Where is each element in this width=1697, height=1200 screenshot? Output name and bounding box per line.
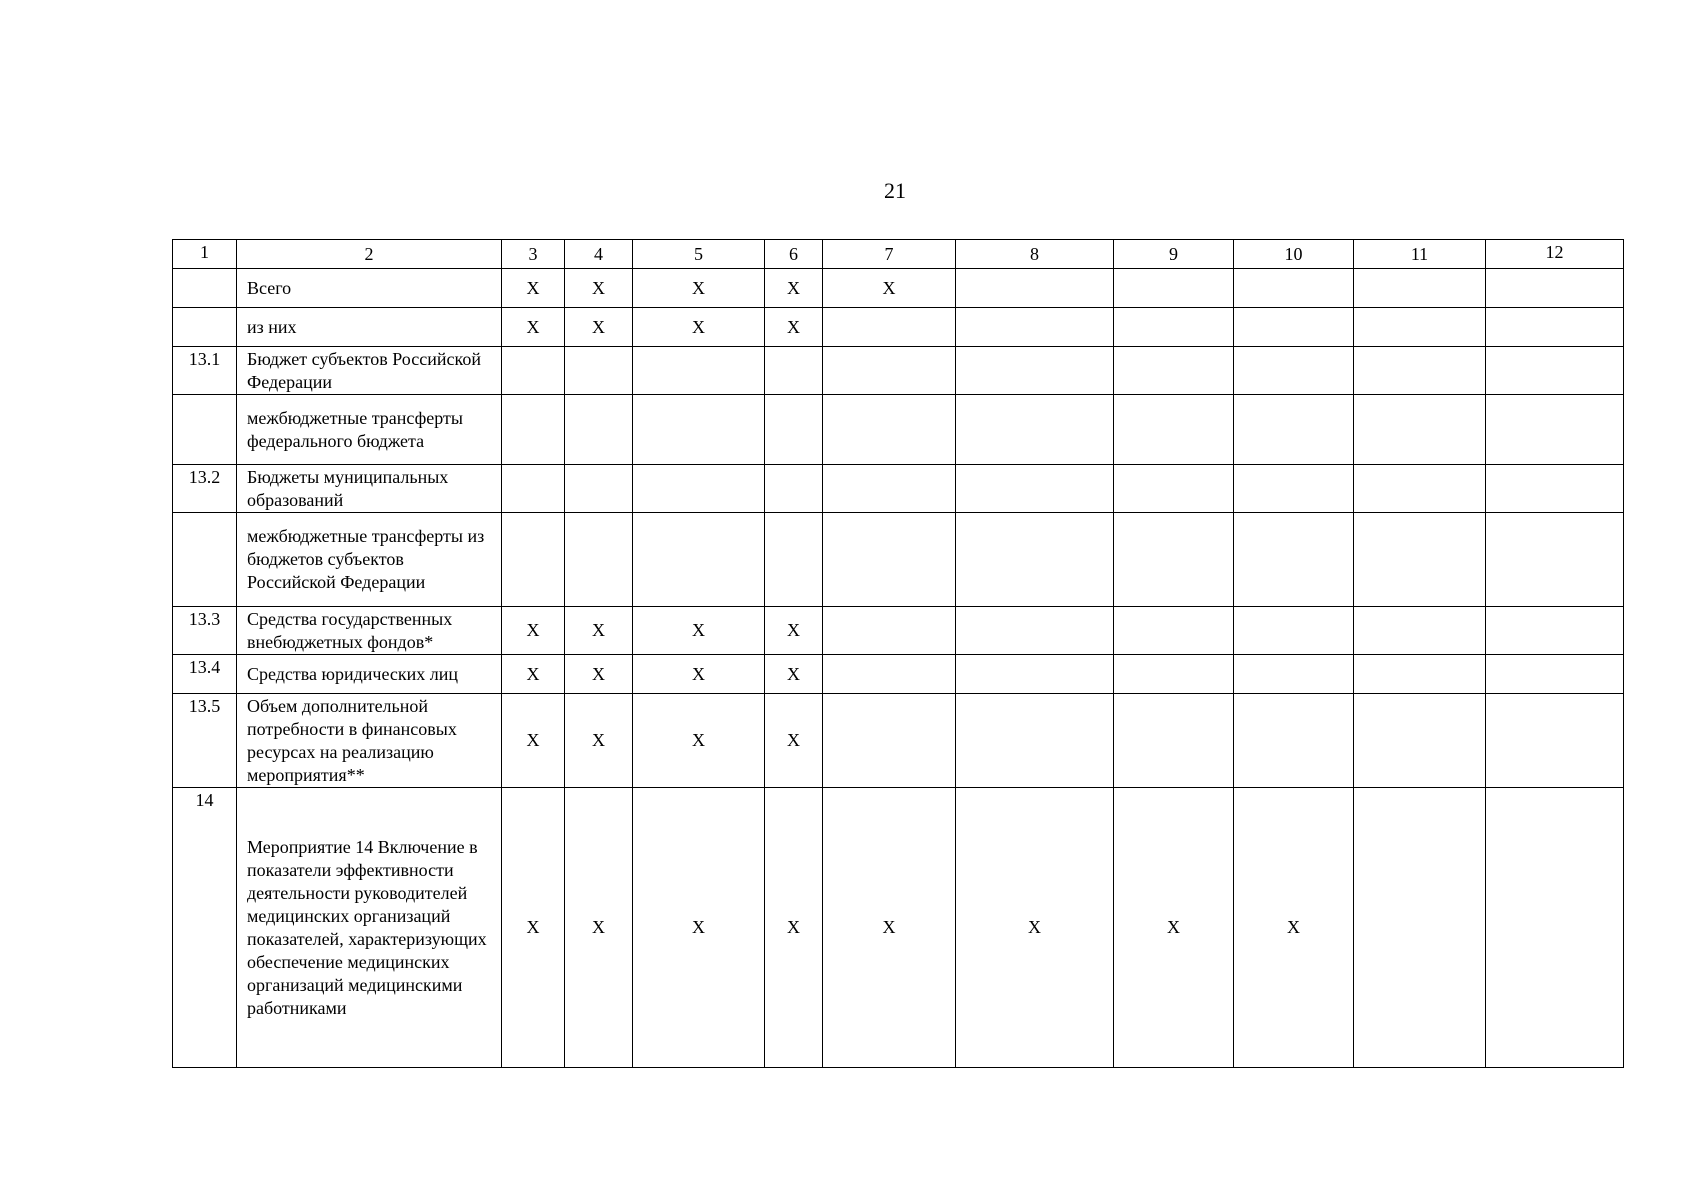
row-number bbox=[173, 308, 237, 347]
table-cell bbox=[1354, 607, 1486, 655]
table-cell bbox=[1234, 655, 1354, 694]
header-cell: 11 bbox=[1354, 240, 1486, 269]
table-cell bbox=[765, 395, 823, 465]
table-cell: X bbox=[565, 308, 633, 347]
table-header-row bbox=[173, 240, 1624, 269]
table-cell bbox=[956, 694, 1114, 788]
table-cell bbox=[565, 395, 633, 465]
table-cell bbox=[1234, 269, 1354, 308]
table-cell bbox=[956, 308, 1114, 347]
table-cell bbox=[502, 465, 565, 513]
table-cell bbox=[823, 607, 956, 655]
row-number bbox=[173, 513, 237, 607]
table-cell: X bbox=[1114, 788, 1234, 1068]
table-cell: X bbox=[633, 655, 765, 694]
row-name: Средства государственных внебюджетных фондов* bbox=[237, 607, 502, 655]
table-cell: X bbox=[823, 269, 956, 308]
header-cell: 10 bbox=[1234, 240, 1354, 269]
table-cell: X bbox=[502, 655, 565, 694]
table-cell bbox=[1354, 513, 1486, 607]
table-row bbox=[173, 308, 1624, 347]
table-cell: X bbox=[502, 607, 565, 655]
table-cell bbox=[1354, 347, 1486, 395]
table-cell: X bbox=[633, 308, 765, 347]
header-cell: 6 bbox=[765, 240, 823, 269]
table-cell bbox=[1354, 395, 1486, 465]
row-number: 13.1 bbox=[173, 347, 237, 395]
table-cell bbox=[1234, 308, 1354, 347]
table-cell bbox=[1486, 513, 1624, 607]
table-cell: X bbox=[565, 607, 633, 655]
table-cell bbox=[502, 513, 565, 607]
table-cell: X bbox=[765, 694, 823, 788]
row-number bbox=[173, 395, 237, 465]
table-cell bbox=[1234, 607, 1354, 655]
table-cell bbox=[1114, 308, 1234, 347]
table-cell bbox=[1486, 347, 1624, 395]
table-cell bbox=[1234, 465, 1354, 513]
table-cell bbox=[1486, 269, 1624, 308]
table-cell: X bbox=[633, 694, 765, 788]
row-name: Бюджеты муниципальных образований bbox=[237, 465, 502, 513]
table-cell bbox=[565, 465, 633, 513]
table-cell: X bbox=[765, 607, 823, 655]
table-cell bbox=[823, 655, 956, 694]
table-cell bbox=[502, 347, 565, 395]
table-row bbox=[173, 607, 1624, 655]
table-cell bbox=[765, 465, 823, 513]
table-cell bbox=[1114, 607, 1234, 655]
table-row bbox=[173, 465, 1624, 513]
table-cell: X bbox=[502, 694, 565, 788]
table-cell bbox=[956, 465, 1114, 513]
row-name: межбюджетные трансферты федерального бюджета bbox=[237, 395, 502, 465]
table-cell: X bbox=[1234, 788, 1354, 1068]
table-cell: X bbox=[633, 788, 765, 1068]
table-cell: X bbox=[502, 269, 565, 308]
table-cell bbox=[765, 513, 823, 607]
table-cell bbox=[1354, 465, 1486, 513]
table-cell bbox=[956, 607, 1114, 655]
table-cell bbox=[1114, 465, 1234, 513]
row-name: из них bbox=[237, 308, 502, 347]
row-name: Бюджет субъектов Российской Федерации bbox=[237, 347, 502, 395]
table-cell bbox=[1486, 788, 1624, 1068]
table-cell bbox=[823, 465, 956, 513]
table-cell bbox=[1486, 655, 1624, 694]
table-cell: X bbox=[956, 788, 1114, 1068]
table-cell bbox=[823, 308, 956, 347]
table-cell bbox=[956, 655, 1114, 694]
table-row bbox=[173, 513, 1624, 607]
row-name: межбюджетные трансферты из бюджетов субъектов Российской Федерации bbox=[237, 513, 502, 607]
table-cell bbox=[502, 395, 565, 465]
header-cell: 5 bbox=[633, 240, 765, 269]
table-cell bbox=[1354, 308, 1486, 347]
row-number: 14 bbox=[173, 788, 237, 1068]
table-cell bbox=[823, 395, 956, 465]
table-cell bbox=[1114, 694, 1234, 788]
table-cell bbox=[823, 513, 956, 607]
table-cell bbox=[1486, 465, 1624, 513]
table-row bbox=[173, 395, 1624, 465]
header-cell: 3 bbox=[502, 240, 565, 269]
header-cell: 9 bbox=[1114, 240, 1234, 269]
row-number: 13.2 bbox=[173, 465, 237, 513]
header-cell: 1 bbox=[173, 240, 237, 269]
header-cell: 8 bbox=[956, 240, 1114, 269]
table-cell bbox=[1234, 395, 1354, 465]
row-name: Всего bbox=[237, 269, 502, 308]
table-cell: X bbox=[633, 607, 765, 655]
table-cell bbox=[823, 347, 956, 395]
table-cell bbox=[1354, 694, 1486, 788]
table-cell bbox=[956, 395, 1114, 465]
table-cell: X bbox=[765, 269, 823, 308]
row-name: Мероприятие 14 Включение в показатели эффективности деятельности руководителей медицинских организаций показателей, характеризующих обеспечение медицинских организаций медицинскими работниками bbox=[237, 788, 502, 1068]
table-cell: X bbox=[565, 269, 633, 308]
table-cell bbox=[1354, 269, 1486, 308]
table-cell: X bbox=[765, 655, 823, 694]
table-cell: X bbox=[765, 308, 823, 347]
table-row bbox=[173, 788, 1624, 1068]
table-cell bbox=[1486, 308, 1624, 347]
table-cell bbox=[956, 269, 1114, 308]
row-number: 13.4 bbox=[173, 655, 237, 694]
table-cell bbox=[765, 347, 823, 395]
table-cell bbox=[823, 694, 956, 788]
table-cell bbox=[1486, 395, 1624, 465]
table-cell bbox=[1354, 655, 1486, 694]
table-cell: X bbox=[823, 788, 956, 1068]
table-cell bbox=[633, 513, 765, 607]
header-cell: 7 bbox=[823, 240, 956, 269]
row-number: 13.5 bbox=[173, 694, 237, 788]
table-cell bbox=[565, 513, 633, 607]
table-cell: X bbox=[565, 694, 633, 788]
row-number: 13.3 bbox=[173, 607, 237, 655]
table-cell bbox=[633, 395, 765, 465]
row-number bbox=[173, 269, 237, 308]
header-cell: 12 bbox=[1486, 240, 1624, 269]
table-cell bbox=[1354, 788, 1486, 1068]
table-cell: X bbox=[502, 788, 565, 1068]
page-number: 21 bbox=[884, 178, 906, 203]
row-name: Средства юридических лиц bbox=[237, 655, 502, 694]
table-row bbox=[173, 269, 1624, 308]
financing-table bbox=[172, 239, 1624, 1068]
table-row bbox=[173, 347, 1624, 395]
table-cell: X bbox=[502, 308, 565, 347]
table-cell bbox=[1234, 513, 1354, 607]
table-cell bbox=[1234, 694, 1354, 788]
table-cell bbox=[1114, 347, 1234, 395]
header-cell: 4 bbox=[565, 240, 633, 269]
table-cell bbox=[1114, 395, 1234, 465]
table-cell bbox=[956, 347, 1114, 395]
row-name: Объем дополнительной потребности в финансовых ресурсах на реализацию мероприятия** bbox=[237, 694, 502, 788]
table-cell bbox=[633, 465, 765, 513]
table-cell bbox=[565, 347, 633, 395]
table-cell bbox=[1234, 347, 1354, 395]
header-cell: 2 bbox=[237, 240, 502, 269]
table-row bbox=[173, 694, 1624, 788]
table-cell bbox=[1486, 694, 1624, 788]
table-cell bbox=[956, 513, 1114, 607]
table-cell: X bbox=[633, 269, 765, 308]
table-cell: X bbox=[565, 788, 633, 1068]
table-cell: X bbox=[765, 788, 823, 1068]
table-cell bbox=[1486, 607, 1624, 655]
table-cell bbox=[1114, 655, 1234, 694]
table-cell bbox=[1114, 269, 1234, 308]
table-row bbox=[173, 655, 1624, 694]
table-cell bbox=[633, 347, 765, 395]
table-cell bbox=[1114, 513, 1234, 607]
table-cell: X bbox=[565, 655, 633, 694]
